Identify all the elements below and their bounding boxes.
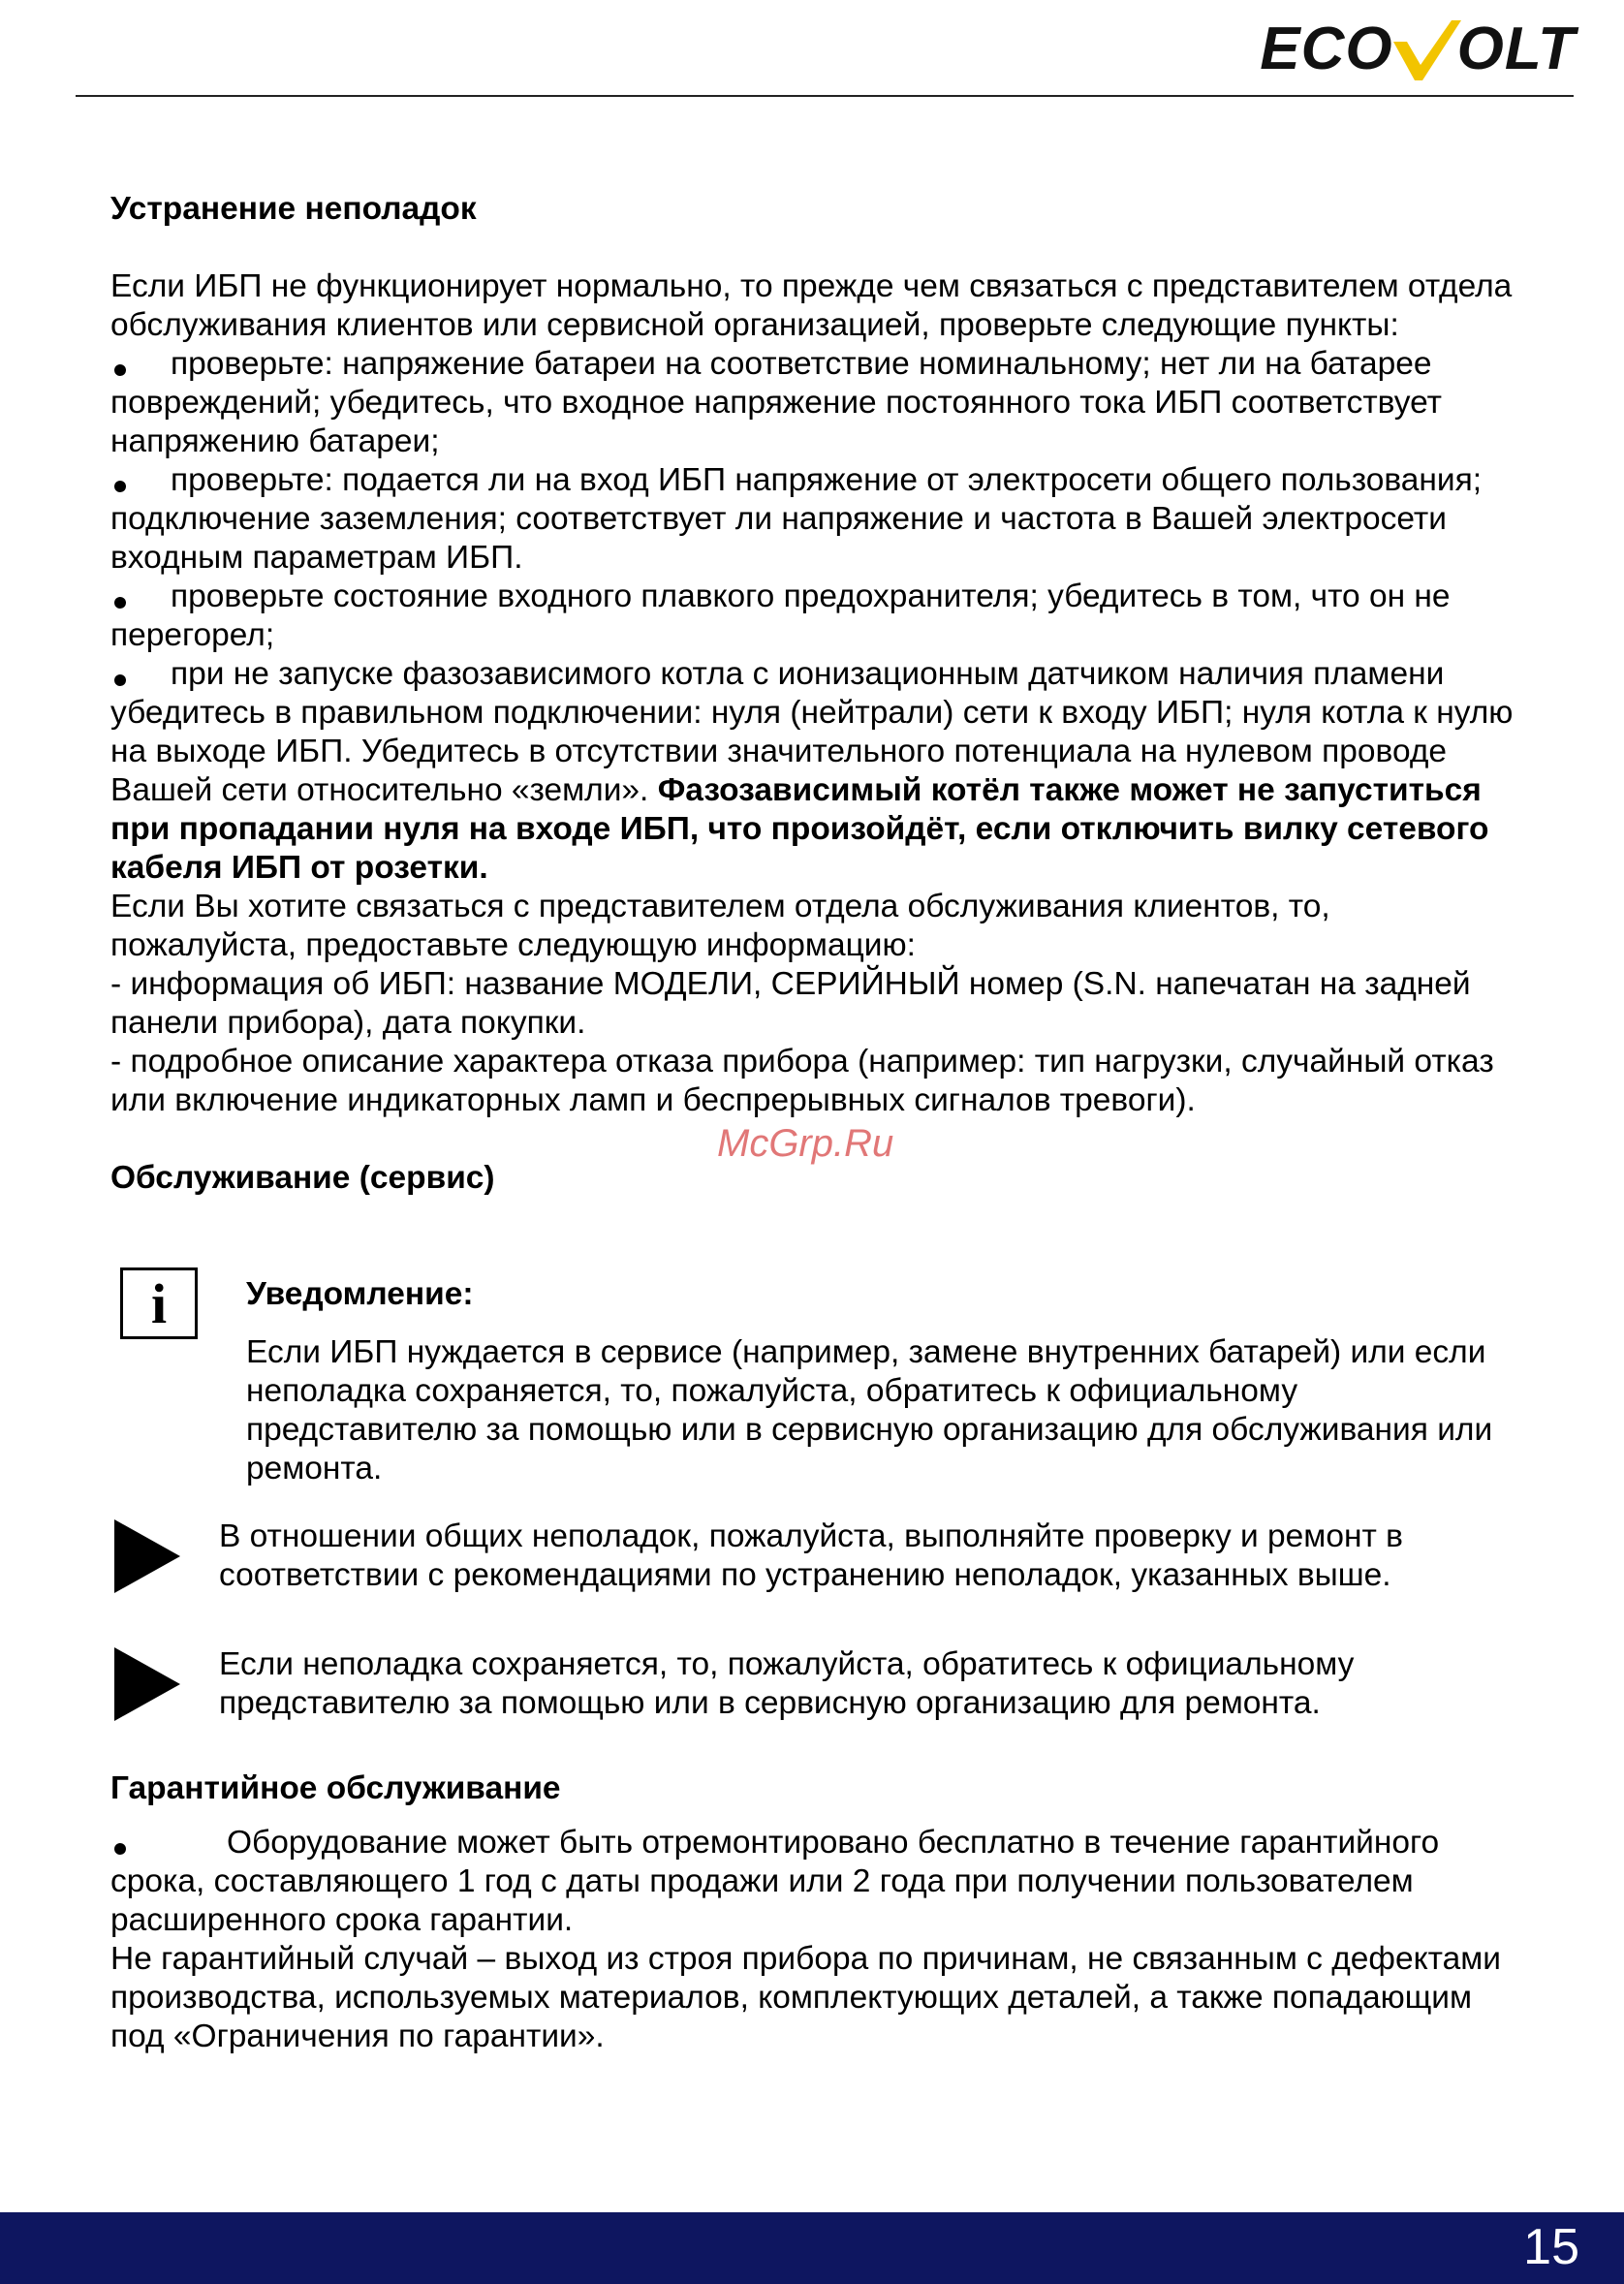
info-item-fault: - подробное описание характера отказа прибора (например: тип нагрузки, случайный отказ или включение индикаторных ламп и беспрерывных сигналов тревоги).	[110, 1044, 1494, 1118]
header-divider	[76, 95, 1574, 97]
notice-block	[246, 1275, 1535, 1488]
troubleshooting-heading: Устранение неполадок	[110, 191, 477, 227]
footer-bar	[0, 2212, 1624, 2284]
contact-request: Если Вы хотите связаться с представителем отдела обслуживания клиентов, то, пожалуйста, предоставьте следующую информацию:	[110, 889, 1330, 963]
list-item	[110, 461, 1515, 578]
notice-text: Если ИБП нуждается в сервисе (например, замене внутренних батарей) или если неполадка сохраняется, то, пожалуйста, обратитесь к официальному представителю за помощью или в сервисную организацию для обслуживания или ремонта.	[246, 1334, 1493, 1486]
logo-text-left: ECO	[1260, 15, 1393, 82]
boiler-warning: Фазозависимый котёл также может не запуститься при пропадании нуля на входе ИБП, что произойдёт, если отключить вилку сетевого кабеля ИБП от розетки.	[110, 772, 1489, 886]
service-instruction-1: В отношении общих неполадок, пожалуйста, выполняйте проверку и ремонт в соответствии с рекомендациями по устранению неполадок, указанных выше.	[219, 1518, 1403, 1593]
logo-text-right: OLT	[1456, 15, 1576, 82]
warranty-bullet-text: Оборудование может быть отремонтировано бесплатно в течение гарантийного срока, составляющего 1 год с даты продажи или 2 года при получении пользователем расширенного срока гарантии.	[110, 1825, 1440, 1938]
warranty-list-item	[110, 1824, 1515, 1940]
arrow-right-icon	[114, 1647, 180, 1721]
warranty-heading: Гарантийное обслуживание	[110, 1770, 561, 1806]
info-item-model: - информация об ИБП: название МОДЕЛИ, СЕРИЙНЫЙ номер (S.N. напечатан на задней панели прибора), дата покупки.	[110, 966, 1471, 1041]
arrow-right-icon	[114, 1519, 180, 1593]
troubleshooting-intro: Если ИБП не функционирует нормально, то прежде чем связаться с представителем отдела обслуживания клиентов или сервисной организацией, проверьте следующие пункты:	[110, 268, 1513, 343]
page-content	[110, 190, 1515, 1198]
list-item-text: проверьте состояние входного плавкого предохранителя; убедитесь в том, что он не перегорел;	[110, 579, 1451, 653]
list-item	[110, 578, 1515, 655]
list-item-text: проверьте: напряжение батареи на соответствие номинальному; нет ли на батарее повреждений; убедитесь, что входное напряжение постоянного тока ИБП соответствует напряжению батареи;	[110, 346, 1442, 459]
non-warranty-text: Не гарантийный случай – выход из строя прибора по причинам, не связанным с дефектами производства, используемых материалов, комплектующих деталей, а также попадающим под «Ограничения по гарантии».	[110, 1941, 1501, 2054]
ecovolt-logo	[1260, 10, 1576, 87]
page-number: 15	[1523, 2219, 1579, 2275]
list-item	[110, 345, 1515, 461]
warranty-section	[110, 1769, 1515, 2056]
service-heading: Обслуживание (сервис)	[110, 1160, 495, 1196]
list-item-text: при не запуске фазозависимого котла с ионизационным датчиком наличия пламени убедитесь в правильном подключении: нуля (нейтрали) сети к входу ИБП; нуля котла к нулю на выходе ИБП. Убедитесь в отсутствии значительного потенциала на нулевом проводе Вашей сети относительно «земли».	[110, 656, 1514, 808]
service-instruction-2: Если неполадка сохраняется, то, пожалуйста, обратитесь к официальному представителю за помощью или в сервисную организацию для ремонта.	[219, 1646, 1355, 1721]
notice-title: Уведомление:	[246, 1276, 474, 1312]
logo-check-icon	[1388, 15, 1463, 82]
list-item-text: проверьте: подается ли на вход ИБП напряжение от электросети общего пользования; подключение заземления; соответствует ли напряжение и частота в Вашей электросети входным параметрам ИБП.	[110, 462, 1483, 576]
watermark: McGrp.Ru	[717, 1122, 894, 1165]
list-item	[110, 655, 1515, 888]
info-icon: i	[120, 1267, 198, 1339]
